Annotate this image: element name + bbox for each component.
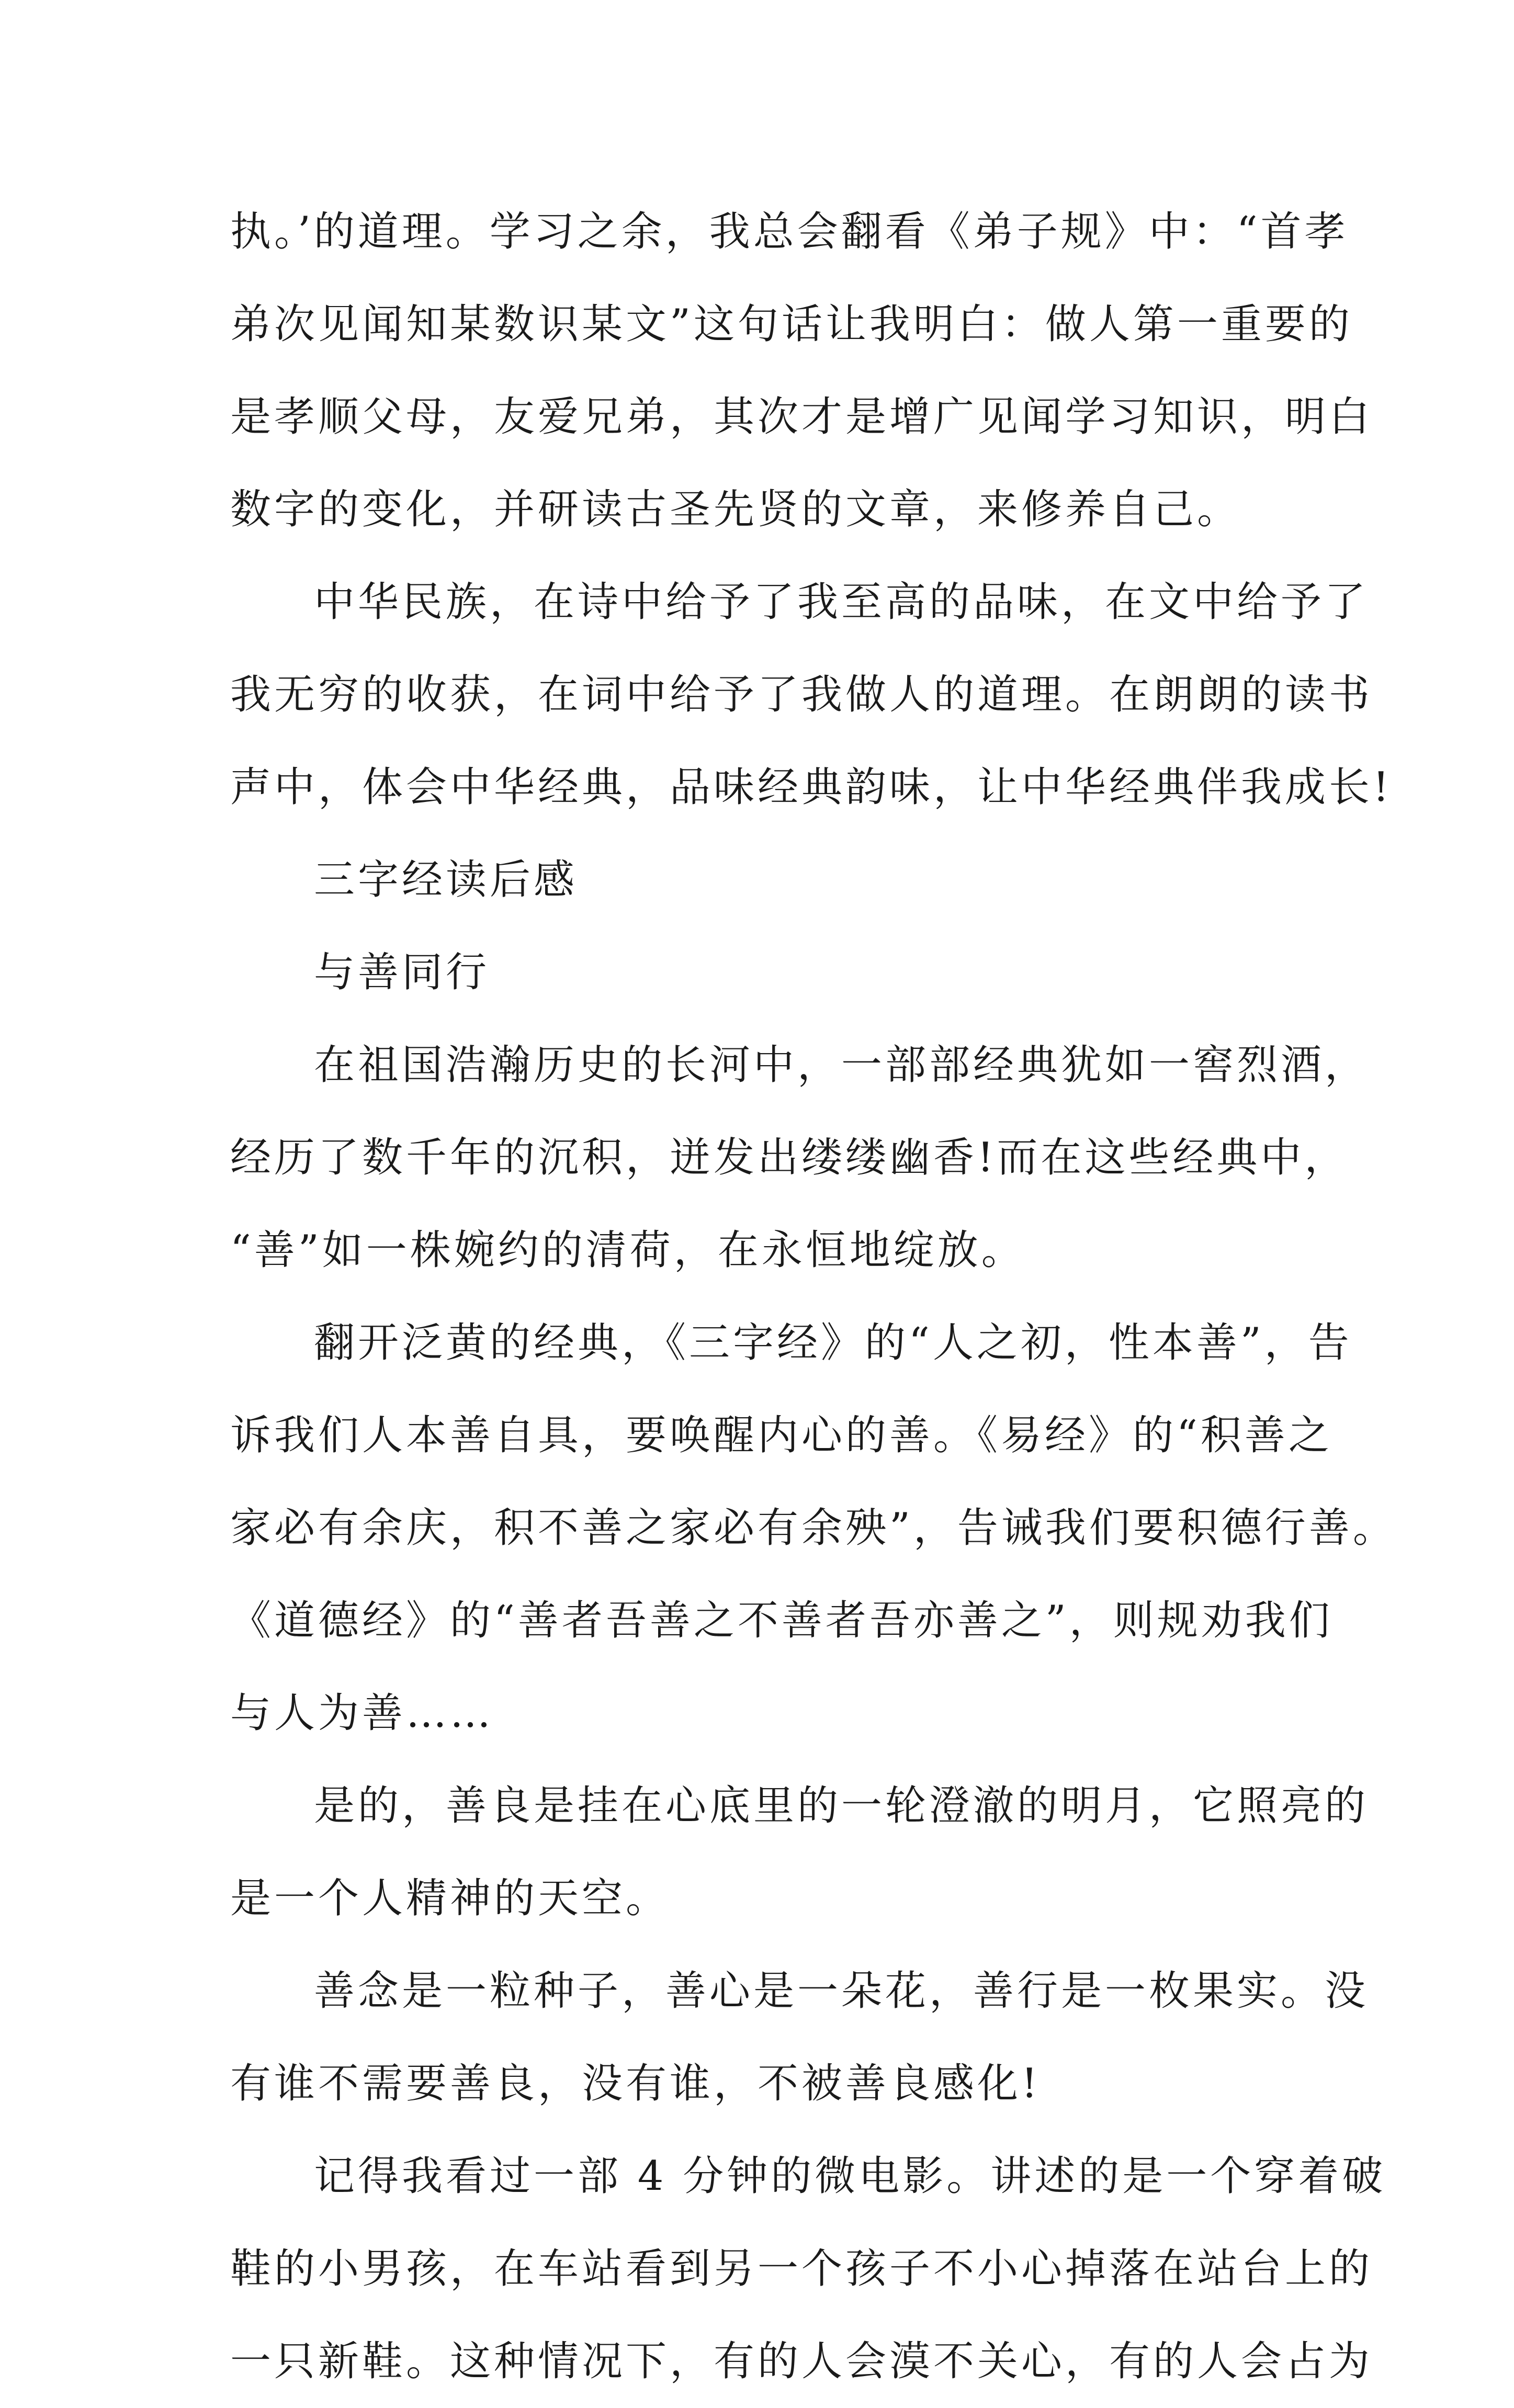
text-line: 与人为善…… [230, 1690, 494, 1737]
body-text [230, 186, 1397, 2408]
text-line: 家必有余庆，积不善之家必有余殃”，告诫我们要积德行善。 [230, 1505, 1397, 1552]
text-line: 诉我们人本善自具，要唤醒内心的善。《易经》的“积善之 [230, 1412, 1332, 1459]
text-line: 是的，善良是挂在心底里的一轮澄澈的明月，它照亮的 [314, 1782, 1369, 1829]
text-line: 记得我看过一部 4 分钟的微电影。讲述的是一个穿着破 [314, 2153, 1386, 2200]
text-line: 经历了数千年的沉积，迸发出缕缕幽香!而在这些经典中， [230, 1134, 1349, 1181]
text-line: 中华民族，在诗中给予了我至高的品味，在文中给予了 [314, 579, 1369, 626]
text-line: 《道德经》的“善者吾善之不善者吾亦善之”，则规劝我们 [230, 1597, 1333, 1644]
text-line: 数字的变化，并研读古圣先贤的文章，来修养自己。 [230, 486, 1241, 533]
text-line: “善”如一株婉约的清荷，在永恒地绽放。 [230, 1227, 1025, 1274]
text-line: 在祖国浩瀚历史的长河中，一部部经典犹如一窖烈酒， [314, 1042, 1369, 1089]
text-line: 声中，体会中华经典，品味经典韵味，让中华经典伴我成长! [230, 764, 1393, 811]
text-line: 一只新鞋。这种情况下，有的人会漠不关心，有的人会占为 [230, 2338, 1373, 2385]
text-line: 弟次见闻知某数识某文”这句话让我明白：做人第一重要的 [230, 301, 1353, 348]
text-line: 有谁不需要善良，没有谁，不被善良感化! [230, 2060, 1041, 2107]
text-line: 善念是一粒种子，善心是一朵花，善行是一枚果实。没 [314, 1968, 1369, 2015]
text-line: 是一个人精神的天空。 [230, 1875, 670, 1922]
text-line: 我无穷的收获，在词中给予了我做人的道理。在朗朗的读书 [230, 671, 1373, 718]
text-line: 是孝顺父母，友爱兄弟，其次才是增广见闻学习知识，明白 [230, 393, 1373, 440]
text-line: 执。’的道理。学习之余，我总会翻看《弟子规》中：“首孝 [230, 208, 1349, 255]
text-line: 鞋的小男孩，在车站看到另一个孩子不小心掉落在站台上的 [230, 2245, 1373, 2292]
text-line: 翻开泛黄的经典，《三字经》的“人之初，性本善”，告 [314, 1319, 1352, 1366]
essay-title: 与善同行 [314, 949, 490, 996]
section-title: 三字经读后感 [314, 856, 578, 903]
